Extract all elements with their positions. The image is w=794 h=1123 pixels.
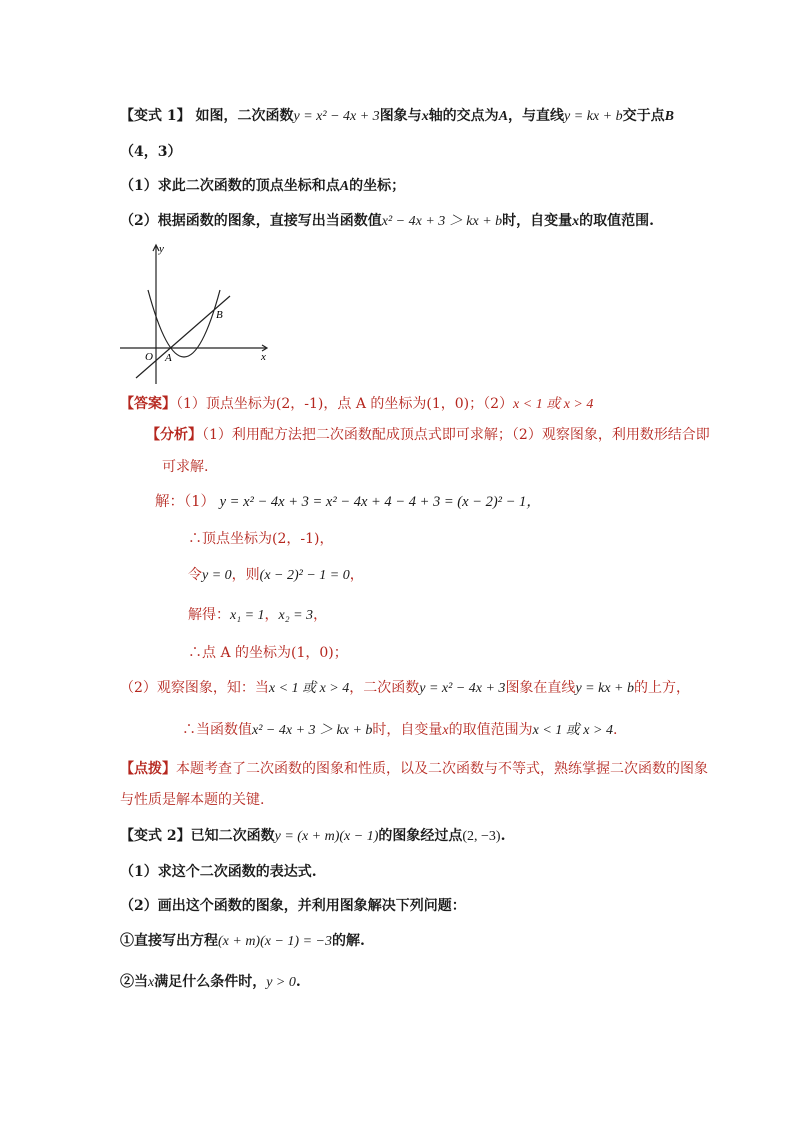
solution-step4: 解得：x₁ = 1，x₂ = 3，	[188, 607, 328, 623]
variant2-question1: （1）求这个二次函数的表达式.	[120, 864, 317, 880]
variant1-question1: （1）求此二次函数的顶点坐标和点A的坐标；	[120, 178, 406, 194]
solution-step1: 解：（1） y = x² − 4x + 3 = x² − 4x + 4 − 4 + 3 = (x − 2)² − 1，	[155, 494, 541, 510]
variant2-subquestion2: ②当x满足什么条件时，y > 0.	[120, 974, 301, 990]
answer-line: 【答案】（1）顶点坐标为(2，-1)，点 A 的坐标为(1，0)；（2）x < 1 或 x > 4	[120, 396, 594, 412]
point-a-label: A	[165, 352, 172, 364]
variant2-label: 【变式 2】	[120, 828, 191, 844]
variant1-label: 【变式 1】	[120, 108, 191, 124]
answer-label: 【答案】	[120, 396, 176, 412]
tip-line2: 与性质是解本题的关键.	[120, 792, 265, 808]
solution-step5: ∴点 A 的坐标为(1，0)；	[188, 645, 348, 661]
analysis-label: 【分析】	[146, 427, 202, 443]
variant1-point: （4，3）	[120, 144, 182, 160]
variant2-subquestion1: ①直接写出方程(x + m)(x − 1) = −3的解.	[120, 933, 365, 949]
function-graph	[118, 238, 276, 388]
solution-step2: ∴顶点坐标为(2，-1)，	[188, 531, 334, 547]
x-axis-label: x	[261, 351, 266, 363]
parabola-curve	[148, 290, 220, 357]
analysis-line2: 可求解.	[162, 459, 209, 475]
tip-line1: 【点拨】本题考查了二次函数的图象和性质，以及二次函数与不等式，熟练掌握二次函数的图象	[120, 761, 708, 777]
point-b-label: B	[216, 309, 223, 321]
variant1-line1: 【变式 1】 如图，二次函数y = x² − 4x + 3图象与x轴的交点为A，与直线y = kx + b交于点B	[120, 108, 674, 124]
y-axis-label: y	[159, 243, 164, 255]
solution-conclusion: ∴当函数值x² − 4x + 3 ＞ kx + b时，自变量x的取值范围为x < 1 或 x > 4.	[182, 722, 618, 738]
variant2-question2: （2）画出这个函数的图象，并利用图象解决下列问题：	[120, 898, 466, 914]
solution-step3: 令y = 0，则(x − 2)² − 1 = 0，	[188, 567, 364, 583]
variant1-question2: （2）根据函数的图象，直接写出当函数值x² − 4x + 3 ＞ kx + b时，自变量x的取值范围.	[120, 213, 655, 229]
origin-label: O	[145, 351, 153, 363]
analysis-line1: 【分析】（1）利用配方法把二次函数配成顶点式即可求解；（2）观察图象，利用数形结合即	[146, 427, 710, 443]
solution-part2: （2）观察图象，知：当x < 1 或 x > 4，二次函数y = x² − 4x + 3图象在直线y = kx + b的上方，	[120, 680, 690, 696]
variant2-line1: 【变式 2】已知二次函数y = (x + m)(x − 1)的图象经过点(2, −3).	[120, 828, 506, 844]
quadratic-expression: y = x² − 4x + 3	[293, 109, 380, 124]
tip-label: 【点拨】	[120, 761, 176, 777]
line-expression: y = kx + b	[564, 109, 623, 124]
